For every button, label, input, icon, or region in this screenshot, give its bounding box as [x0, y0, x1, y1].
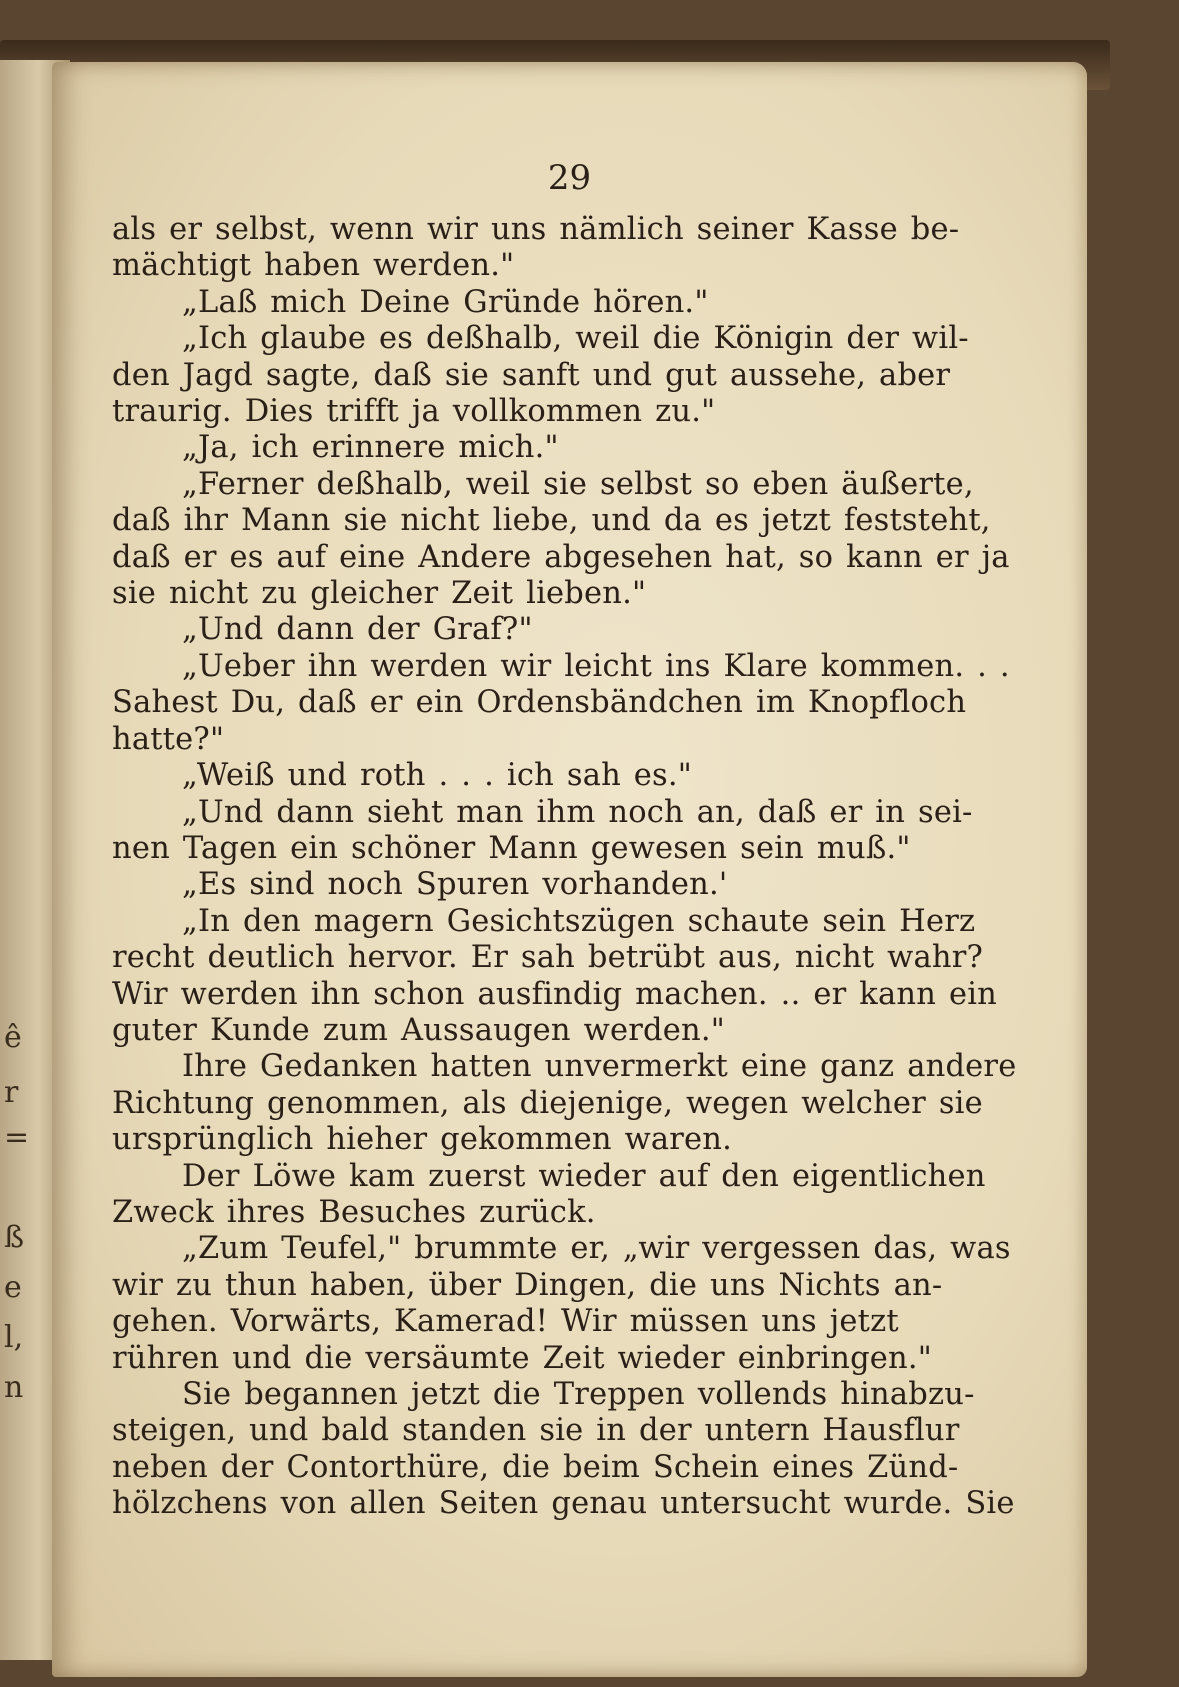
text-line: rühren und die versäumte Zeit wieder einbringen." — [112, 1340, 933, 1376]
text-line: den Jagd sagte, daß sie sanft und gut aussehe, aber — [112, 357, 951, 393]
text-line: „Weiß und roth . . . ich sah es." — [182, 758, 693, 794]
text-line: steigen, und bald standen sie in der untern Hausflur — [112, 1413, 960, 1449]
text-line: wir zu thun haben, über Dingen, die uns Nichts an- — [112, 1267, 943, 1303]
text-line: daß er es auf eine Andere abgesehen hat, so kann er ja — [112, 539, 1010, 575]
text-line: Sahest Du, daß er ein Ordensbändchen im Knopfloch — [112, 685, 967, 721]
left-page-fragment: e — [4, 1270, 22, 1305]
left-page-fragment: r — [4, 1075, 19, 1110]
text-line: Richtung genommen, als diejenige, wegen welcher sie — [112, 1085, 983, 1121]
text-line: traurig. Dies trifft ja vollkommen zu." — [112, 394, 716, 430]
page-number: 29 — [547, 158, 592, 198]
text-line: mächtigt haben werden." — [112, 248, 515, 284]
text-line: als er selbst, wenn wir uns nämlich seiner Kasse be- — [112, 212, 960, 247]
text-line: Sie begannen jetzt die Treppen vollends hinabzu- — [182, 1377, 975, 1412]
text-line: „Zum Teufel," brummte er, „wir vergessen das, was — [182, 1231, 1011, 1267]
page-body-text — [112, 212, 1017, 1523]
text-line: neben der Contorthüre, die beim Schein eines Zünd- — [112, 1449, 959, 1485]
text-line: daß ihr Mann sie nicht liebe, und da es jetzt feststeht, — [112, 503, 991, 539]
text-line: Zweck ihres Besuches zurück. — [112, 1194, 596, 1230]
left-page-fragment: ß — [4, 1220, 25, 1255]
left-page-fragment: ê — [4, 1020, 22, 1055]
book-page — [52, 62, 1087, 1677]
text-line: „Ich glaube es deßhalb, weil die Königin der wil- — [182, 321, 969, 357]
left-page-fragment: = — [4, 1120, 30, 1155]
text-line: „In den magern Gesichtszügen schaute sein Herz — [182, 903, 976, 939]
left-page-fragment: n — [4, 1370, 24, 1405]
text-line: „Es sind noch Spuren vorhanden.' — [182, 867, 728, 903]
text-line: „Ferner deßhalb, weil sie selbst so eben äußerte, — [182, 466, 974, 502]
text-line: Ihre Gedanken hatten unvermerkt eine ganz andere — [182, 1049, 1017, 1085]
text-line: „Ueber ihn werden wir leicht ins Klare kommen. . . — [182, 648, 1010, 684]
text-line: hölzchens von allen Seiten genau untersucht wurde. Sie — [112, 1486, 1015, 1522]
text-line: Wir werden ihn schon ausfindig machen. .. er kann ein — [112, 976, 997, 1012]
text-line: „Ja, ich erinnere mich." — [182, 430, 559, 466]
text-line: recht deutlich hervor. Er sah betrübt aus, nicht wahr? — [112, 940, 984, 976]
text-line: gehen. Vorwärts, Kamerad! Wir müssen uns jetzt — [112, 1304, 899, 1340]
text-line: „Und dann der Graf?" — [182, 612, 533, 648]
text-line: „Laß mich Deine Gründe hören." — [182, 284, 709, 320]
text-line: nen Tagen ein schöner Mann gewesen sein muß." — [112, 830, 911, 866]
text-line: Der Löwe kam zuerst wieder auf den eigentlichen — [182, 1158, 986, 1194]
left-page-fragment: l, — [4, 1320, 24, 1355]
text-line: sie nicht zu gleicher Zeit lieben." — [112, 576, 647, 612]
text-line: hatte?" — [112, 721, 225, 757]
text-line: guter Kunde zum Aussaugen werden." — [112, 1012, 725, 1048]
text-line: „Und dann sieht man ihm noch an, daß er in sei- — [182, 794, 973, 830]
text-line: ursprünglich hieher gekommen waren. — [112, 1122, 733, 1158]
